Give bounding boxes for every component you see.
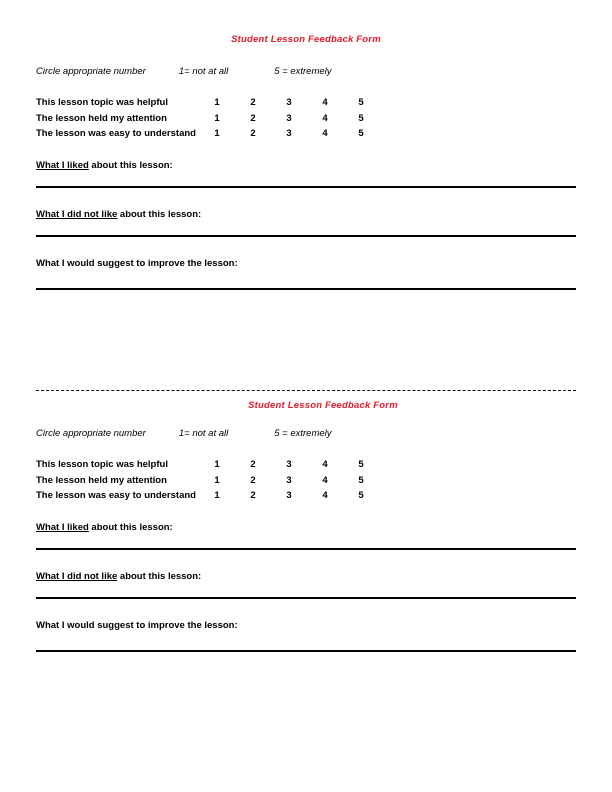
instruction-circle-text: Circle appropriate number xyxy=(36,428,146,439)
prompt-suggestion-text: What I would suggest to improve the lesson: xyxy=(36,620,238,631)
rating-question-label: The lesson was easy to understand xyxy=(36,128,196,139)
rating-row xyxy=(36,128,576,144)
rating-row xyxy=(36,475,576,491)
rating-option-1[interactable]: 1 xyxy=(214,97,220,108)
rating-option-5[interactable]: 5 xyxy=(358,97,364,108)
rating-option-2[interactable]: 2 xyxy=(250,97,256,108)
rating-question-label: This lesson topic was helpful xyxy=(36,97,168,108)
page-title: Student Lesson Feedback Form xyxy=(248,400,398,411)
rating-instructions xyxy=(36,66,576,77)
prompt-liked-lead: What I liked xyxy=(36,160,89,171)
rating-option-4[interactable]: 4 xyxy=(322,97,328,108)
instruction-high-anchor: 5 = extremely xyxy=(274,66,332,77)
rating-option-4[interactable]: 4 xyxy=(322,474,328,486)
prompt-did-not-like-rest: about this lesson: xyxy=(117,209,202,220)
prompt-liked xyxy=(36,160,173,171)
prompt-did-not-like xyxy=(36,209,201,220)
instruction-low-anchor: 1= not at all xyxy=(178,428,229,439)
rating-row xyxy=(36,97,576,113)
prompt-did-not-like-lead: What I did not like xyxy=(36,209,118,220)
rating-option-1[interactable]: 1 xyxy=(214,128,220,139)
rating-option-1[interactable]: 1 xyxy=(214,490,220,501)
rating-option-2[interactable]: 2 xyxy=(250,474,256,486)
cut-line-divider xyxy=(36,390,576,391)
rating-option-1[interactable]: 1 xyxy=(214,112,220,124)
rating-option-5[interactable]: 5 xyxy=(358,128,364,139)
rating-option-2[interactable]: 2 xyxy=(250,112,256,124)
instruction-circle-text: Circle appropriate number xyxy=(36,66,146,77)
rating-option-5[interactable]: 5 xyxy=(358,459,364,470)
rating-row xyxy=(36,490,576,506)
prompt-liked-rest: about this lesson: xyxy=(88,160,173,171)
instruction-high-anchor: 5 = extremely xyxy=(274,428,332,439)
prompt-suggestion xyxy=(36,620,238,631)
rating-option-2[interactable]: 2 xyxy=(250,490,256,501)
rating-instructions xyxy=(36,428,576,439)
page-title: Student Lesson Feedback Form xyxy=(231,34,381,45)
rating-option-3[interactable]: 3 xyxy=(286,97,292,108)
rating-option-3[interactable]: 3 xyxy=(286,459,292,470)
rating-option-4[interactable]: 4 xyxy=(322,459,328,470)
rating-option-3[interactable]: 3 xyxy=(286,490,292,501)
rating-question-list xyxy=(36,459,576,506)
answer-rule-liked[interactable] xyxy=(36,548,576,550)
rating-option-5[interactable]: 5 xyxy=(358,490,364,501)
rating-option-3[interactable]: 3 xyxy=(286,128,292,139)
rating-option-1[interactable]: 1 xyxy=(214,459,220,470)
prompt-liked xyxy=(36,522,173,533)
answer-rule-suggestion[interactable] xyxy=(36,650,576,652)
answer-rule-liked[interactable] xyxy=(36,186,576,188)
prompt-did-not-like-rest: about this lesson: xyxy=(117,571,202,582)
rating-row xyxy=(36,459,576,475)
rating-row xyxy=(36,113,576,129)
prompt-suggestion-text: What I would suggest to improve the lesson: xyxy=(36,258,238,269)
rating-question-label: The lesson was easy to understand xyxy=(36,490,196,501)
prompt-liked-rest: about this lesson: xyxy=(88,522,173,533)
answer-rule-did-not-like[interactable] xyxy=(36,597,576,599)
rating-question-label: The lesson held my attention xyxy=(36,112,167,124)
answer-rule-suggestion[interactable] xyxy=(36,288,576,290)
rating-option-3[interactable]: 3 xyxy=(286,112,292,124)
rating-option-4[interactable]: 4 xyxy=(322,490,328,501)
rating-option-2[interactable]: 2 xyxy=(250,459,256,470)
instruction-low-anchor: 1= not at all xyxy=(178,66,229,77)
rating-option-2[interactable]: 2 xyxy=(250,128,256,139)
rating-option-5[interactable]: 5 xyxy=(358,112,364,124)
prompt-suggestion xyxy=(36,258,238,269)
rating-option-4[interactable]: 4 xyxy=(322,128,328,139)
rating-option-4[interactable]: 4 xyxy=(322,112,328,124)
rating-question-label: This lesson topic was helpful xyxy=(36,459,168,470)
prompt-liked-lead: What I liked xyxy=(36,522,89,533)
rating-option-5[interactable]: 5 xyxy=(358,474,364,486)
prompt-did-not-like-lead: What I did not like xyxy=(36,571,118,582)
rating-option-3[interactable]: 3 xyxy=(286,474,292,486)
answer-rule-did-not-like[interactable] xyxy=(36,235,576,237)
rating-option-1[interactable]: 1 xyxy=(214,474,220,486)
rating-question-label: The lesson held my attention xyxy=(36,474,167,486)
prompt-did-not-like xyxy=(36,571,201,582)
rating-question-list xyxy=(36,97,576,144)
